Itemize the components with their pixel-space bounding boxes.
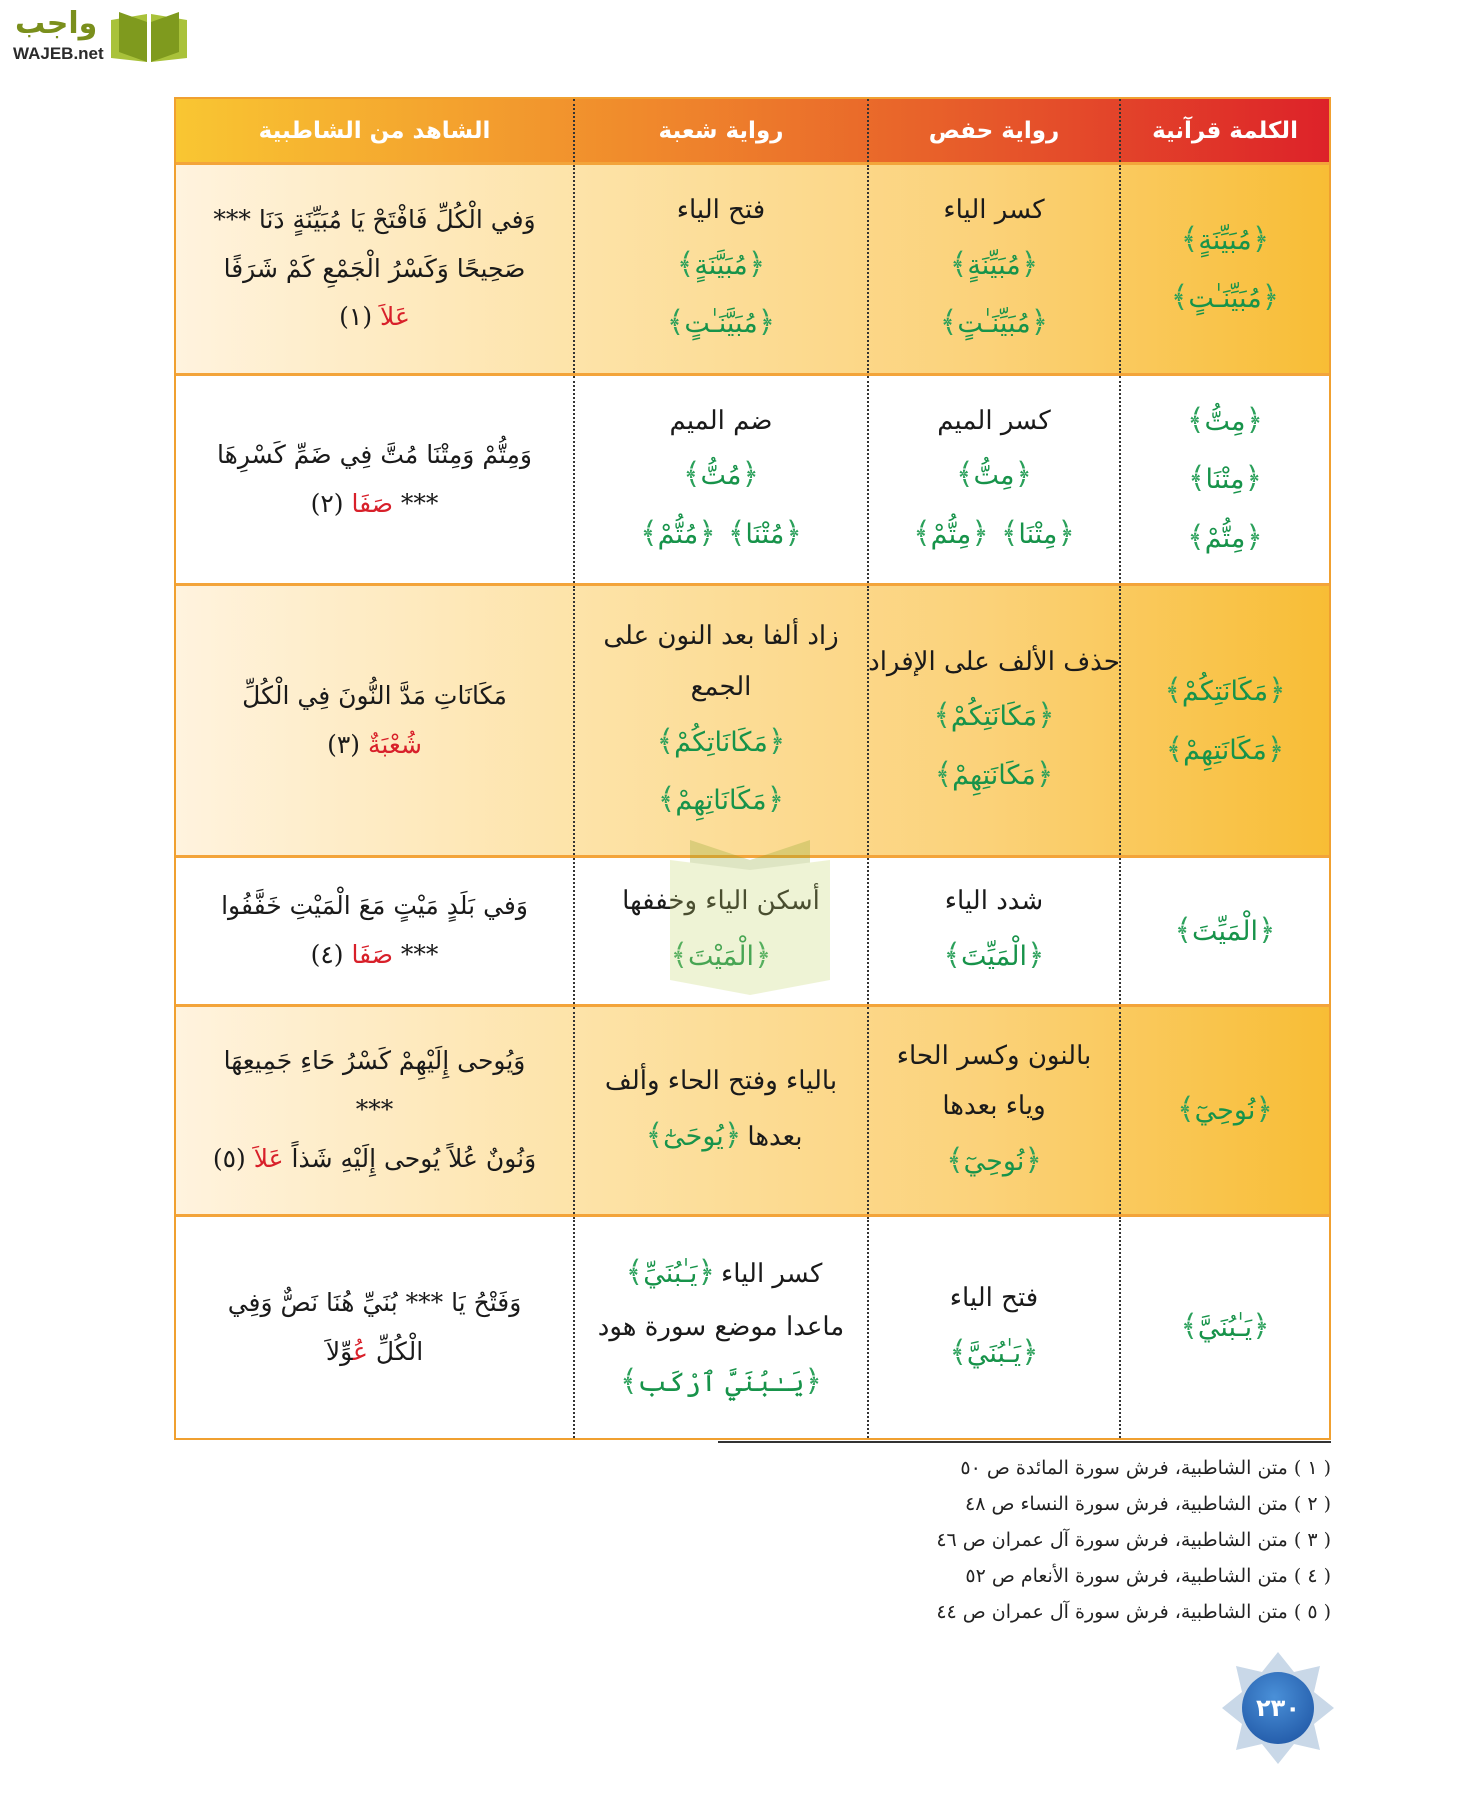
quranic-word-text: مَكَانَتِهِمْ	[952, 759, 1036, 791]
shatibiyyah-cell	[176, 586, 573, 855]
cell-text: وَيُوحى إِلَيْهِمْ كَسْرُ حَاءِ جَمِيعِهَا	[223, 1046, 526, 1076]
cell-line	[1181, 392, 1269, 451]
cell-line	[950, 1273, 1038, 1324]
cell-line	[943, 185, 1044, 236]
quranic-word-text: مِتُّمْ	[930, 518, 972, 550]
shuba-cell	[573, 586, 867, 855]
shatibiyyah-cell	[176, 165, 573, 373]
shatibiyyah-cell	[176, 1217, 573, 1438]
cell-text: وَمِتُّمْ وَمِتْنَا مُتَّ فِي ضَمِّ كَسْرِهَا	[217, 439, 532, 469]
quranic-word-text: الْمَيِّتَ	[961, 941, 1027, 973]
cell-text: (٤)	[310, 940, 352, 969]
cell-text: ***	[392, 488, 439, 518]
ornate-bracket-open-icon: ﴿	[1014, 457, 1033, 493]
cell-text: بعدها	[747, 1121, 803, 1152]
quranic-word	[913, 515, 989, 551]
shuba-cell	[573, 858, 867, 1004]
cell-line	[228, 1279, 522, 1328]
quranic-word	[670, 938, 772, 974]
ornate-bracket-close-icon: ﴾	[913, 515, 931, 551]
shatibiyyah-cell	[176, 1007, 573, 1214]
shuba-cell	[573, 1217, 867, 1438]
cell-line	[640, 1107, 803, 1166]
quranic-word	[1000, 515, 1075, 551]
cell-line	[614, 1353, 828, 1412]
cell-line	[1158, 662, 1291, 721]
cell-line	[311, 480, 439, 529]
table-row	[176, 376, 1329, 586]
quranic-word-text: مِتُّمْ	[1204, 522, 1246, 554]
rumuz-highlight: عَلاَ	[253, 1143, 284, 1173]
cell-text: كسر الياء	[943, 195, 1045, 226]
cell-line	[943, 1324, 1044, 1383]
quranic-word	[1180, 1309, 1270, 1345]
rumuz-highlight: صَفَا	[351, 940, 393, 969]
shatibiyyah-cell	[176, 376, 573, 583]
ornate-bracket-close-icon: ﴾	[645, 1117, 664, 1153]
cell-line	[1175, 211, 1276, 270]
ornate-bracket-open-icon: ﴿	[1268, 673, 1286, 708]
ornate-bracket-close-icon: ﴾	[625, 1254, 644, 1290]
quranic-word	[949, 246, 1039, 282]
ornate-bracket-close-icon: ﴾	[620, 1363, 638, 1399]
cell-text: كسر الميم	[937, 405, 1051, 436]
quranic-word-text: نُوحِيٓ	[963, 1145, 1025, 1177]
quranic-word-text: مَكَانَاتِكُمْ	[674, 726, 768, 758]
quranic-word	[657, 782, 785, 818]
table-row	[176, 1217, 1329, 1438]
ornate-bracket-close-icon: ﴾	[934, 756, 953, 792]
quranic-word-text: الْمَيْتَ	[688, 941, 754, 973]
ornate-bracket-close-icon: ﴾	[943, 938, 961, 974]
ornate-bracket-open-icon: ﴿	[741, 457, 760, 493]
hafs-cell	[867, 1007, 1119, 1214]
logo-arabic: واجب	[15, 6, 98, 41]
logo-latin: WAJEB.net	[13, 44, 104, 63]
cell-line	[664, 927, 777, 986]
quranic-word-text: مِتُّ	[973, 460, 1015, 492]
cell-line	[603, 611, 838, 662]
cell-text: (٥)	[212, 1143, 254, 1173]
cell-line	[221, 882, 528, 931]
cell-text: مَكَانَاتِ مَدَّ النُّونَ فِي الْكُلِّ	[242, 680, 507, 710]
rumuz-highlight: شُعْبَةٌ	[367, 729, 422, 759]
footnote-item: ( ٥ ) متن الشاطبية، فرش سورة آل عمران ص ٤٤	[936, 1601, 1331, 1623]
table-row	[176, 1007, 1329, 1217]
quranic-word	[625, 1254, 716, 1290]
ornate-bracket-close-icon: ﴾	[955, 457, 974, 493]
quranic-word	[933, 698, 1055, 734]
cell-line	[1171, 1081, 1279, 1140]
rumuz-highlight: صَفَا	[351, 488, 393, 518]
cell-text: وِّلاَ	[325, 1336, 354, 1366]
header-shuba: رواية شعبة	[573, 99, 867, 162]
quranic-word-text: مَكَانَتِهِمْ	[1183, 734, 1267, 766]
ornate-bracket-open-icon: ﴿	[1266, 731, 1285, 767]
table-row	[176, 586, 1329, 858]
quranic-word	[1186, 402, 1264, 438]
quranic-word	[939, 305, 1049, 341]
quranic-word-text: مُبَيِّنَـٰتٍ	[1188, 283, 1262, 314]
ornate-bracket-close-icon: ﴾	[1177, 1092, 1195, 1128]
cell-text: الجمع	[690, 672, 752, 702]
ornate-bracket-close-icon: ﴾	[727, 515, 746, 551]
ornate-bracket-close-icon: ﴾	[670, 938, 688, 974]
ornate-bracket-open-icon: ﴿	[1035, 756, 1054, 792]
cell-text: (١)	[339, 302, 381, 332]
ornate-bracket-open-icon: ﴿	[754, 938, 772, 974]
cell-line	[605, 1056, 837, 1107]
footnote-item: ( ١ ) متن الشاطبية، فرش سورة المائدة ص ٥٠	[960, 1457, 1331, 1479]
cell-line	[213, 196, 535, 245]
cell-text: الْكُلِّ	[367, 1336, 424, 1366]
ornate-bracket-close-icon: ﴾	[1180, 1309, 1198, 1345]
ornate-bracket-close-icon: ﴾	[1164, 673, 1182, 708]
table-row	[176, 858, 1329, 1007]
cell-line	[670, 396, 773, 447]
quranic-word	[620, 1363, 822, 1399]
hafs-cell	[867, 376, 1119, 583]
cell-line	[620, 1244, 823, 1303]
ornate-bracket-open-icon: ﴿	[747, 246, 766, 282]
cell-text: بالياء وفتح الحاء وألف	[604, 1065, 838, 1096]
quranic-word-text: يُوحَىٰٓ	[663, 1120, 724, 1152]
quranic-word-text: يَـٰبُنَيَّ	[966, 1337, 1022, 1369]
quranic-word-text: نُوحِيٓ	[1194, 1095, 1256, 1127]
cell-line	[242, 672, 507, 721]
cell-line	[1181, 509, 1269, 568]
quranic-word	[1187, 461, 1263, 497]
quranic-word-cell	[1119, 376, 1329, 583]
book-icon	[109, 8, 189, 64]
footnote-item: ( ٢ ) متن الشاطبية، فرش سورة النساء ص ٤٨	[965, 1493, 1331, 1515]
ornate-bracket-open-icon: ﴿	[1244, 461, 1263, 497]
ornate-bracket-close-icon: ﴾	[1186, 402, 1205, 438]
ornate-bracket-close-icon: ﴾	[1174, 912, 1192, 948]
ornate-bracket-open-icon: ﴿	[1027, 938, 1045, 974]
quranic-word-text: الْمَيِّتَ	[1192, 915, 1258, 947]
quranic-word-cell	[1119, 858, 1329, 1004]
quranic-word	[1170, 280, 1280, 315]
page-number: ٢٣٠	[1242, 1672, 1314, 1744]
footnote-divider	[718, 1441, 1331, 1443]
hafs-cell	[867, 858, 1119, 1004]
footnote-item: ( ٤ ) متن الشاطبية، فرش سورة الأنعام ص ٥٢	[965, 1565, 1331, 1587]
quranic-word-text: مُتْنَا	[745, 518, 785, 550]
cell-line	[598, 1302, 844, 1353]
qiraat-comparison-table	[174, 97, 1331, 1440]
cell-text: (٣)	[327, 729, 368, 759]
quranic-word-cell	[1119, 586, 1329, 855]
ornate-bracket-open-icon: ﴿	[1021, 1334, 1039, 1370]
quranic-word	[1164, 673, 1286, 708]
ornate-bracket-open-icon: ﴿	[1024, 1142, 1042, 1178]
ornate-bracket-open-icon: ﴿	[971, 515, 989, 551]
quranic-word	[946, 1142, 1042, 1178]
ornate-bracket-close-icon: ﴾	[949, 246, 968, 282]
ornate-bracket-open-icon: ﴿	[1261, 280, 1280, 315]
quranic-word-cell	[1119, 1007, 1329, 1214]
cell-line	[677, 185, 765, 236]
cell-text: وَنُونٌ عُلاً يُوحى إِلَيْهِ شَذاً	[283, 1143, 537, 1173]
ornate-bracket-open-icon: ﴿	[1252, 1309, 1270, 1345]
shuba-cell	[573, 1007, 867, 1214]
cell-text: أسكن الياء وخففها	[622, 886, 820, 917]
cell-text: وياء بعدها	[942, 1091, 1046, 1122]
quranic-word-text: مُبَيَّنَـٰتٍ	[684, 308, 758, 340]
shuba-cell	[573, 165, 867, 373]
cell-line	[897, 1031, 1092, 1082]
ornate-bracket-open-icon: ﴿	[698, 515, 716, 551]
quranic-word	[727, 515, 802, 551]
quranic-word-text: مُبَيِّنَـٰتٍ	[957, 308, 1031, 340]
ornate-bracket-open-icon: ﴿	[1030, 305, 1049, 341]
ornate-bracket-open-icon: ﴿	[1251, 221, 1270, 257]
ornate-bracket-close-icon: ﴾	[1187, 519, 1205, 555]
quranic-word-text: يَـٰبُنَيَّ ٱرْكَب	[637, 1366, 805, 1398]
ornate-bracket-open-icon: ﴿	[804, 1363, 822, 1399]
ornate-bracket-close-icon: ﴾	[1170, 280, 1189, 315]
quranic-word	[943, 938, 1045, 974]
quranic-word-text: يَـٰبُنَيَّ	[1197, 1312, 1253, 1344]
cell-line	[651, 713, 792, 772]
cell-text: ضم الميم	[669, 405, 773, 436]
quranic-word-text: يَـٰبُنَيِّ	[643, 1257, 698, 1289]
quranic-word-text: مُبَيَّنَةٍ	[694, 249, 748, 281]
shatibiyyah-cell	[176, 858, 573, 1004]
quranic-word-text: مُتُّ	[700, 460, 742, 492]
cell-line	[213, 1135, 536, 1184]
header-shatibiyyah: الشاهد من الشاطبية	[258, 117, 491, 144]
ornate-bracket-open-icon: ﴿	[697, 1254, 716, 1290]
cell-text: وَفَتْحُ يَا *** بُنَيِّ هُنَا نَصٌّ وَفِي	[227, 1287, 522, 1317]
cell-line	[327, 721, 422, 770]
table-row	[176, 165, 1329, 376]
cell-line	[311, 931, 439, 980]
quranic-word-text: مُتُّمْ	[657, 518, 699, 550]
header-quranic-word: الكلمة قرآنية	[1119, 99, 1329, 162]
quranic-word	[1165, 731, 1285, 767]
cell-line	[224, 245, 526, 294]
quranic-word-text: مِتْنَا	[1018, 518, 1058, 550]
quranic-word	[1187, 519, 1263, 555]
cell-line	[691, 662, 752, 713]
cell-line	[356, 1086, 394, 1135]
cell-line	[942, 1081, 1045, 1132]
cell-line	[934, 294, 1054, 353]
hafs-cell	[867, 1217, 1119, 1438]
cell-text: ***	[355, 1095, 394, 1125]
cell-text: زاد ألفا بعد النون على	[603, 621, 839, 652]
ornate-bracket-close-icon: ﴾	[640, 515, 658, 551]
ornate-bracket-open-icon: ﴿	[1020, 246, 1039, 282]
cell-line	[945, 876, 1043, 927]
cell-text: بالنون وكسر الحاء	[896, 1040, 1092, 1071]
page-number-badge	[1222, 1652, 1334, 1764]
quranic-word-text: مَكَانَاتِهِمْ	[675, 785, 767, 817]
ornate-bracket-open-icon: ﴿	[1037, 698, 1055, 734]
ornate-bracket-close-icon: ﴾	[1187, 461, 1206, 497]
ornate-bracket-close-icon: ﴾	[1000, 515, 1019, 551]
wajeb-logo	[9, 6, 189, 66]
cell-line	[326, 1328, 423, 1377]
cell-line	[671, 236, 772, 295]
cell-line	[1174, 1298, 1275, 1357]
cell-line	[937, 927, 1050, 986]
quranic-word-cell	[1119, 1217, 1329, 1438]
quranic-word	[676, 246, 766, 282]
ornate-bracket-close-icon: ﴾	[657, 782, 676, 818]
cell-text: ماعدا موضع سورة هود	[597, 1312, 845, 1343]
cell-line	[868, 637, 1120, 688]
cell-line	[907, 505, 1081, 564]
footnotes	[936, 1450, 1331, 1630]
cell-text: (٢)	[310, 488, 352, 518]
cell-line	[950, 446, 1038, 505]
ornate-bracket-close-icon: ﴾	[949, 1334, 967, 1370]
ornate-bracket-close-icon: ﴾	[1165, 731, 1184, 767]
quranic-word	[1180, 221, 1270, 257]
quranic-word	[666, 305, 776, 341]
cell-line	[339, 293, 410, 342]
ornate-bracket-close-icon: ﴾	[933, 698, 951, 734]
cell-text: وَفي الْكُلِّ فَافْتَحْ يَا مُبَيِّنَةٍ دَنَا ***	[213, 204, 536, 234]
quranic-word	[656, 723, 786, 759]
ornate-bracket-close-icon: ﴾	[946, 1142, 964, 1178]
cell-line	[661, 294, 781, 353]
cell-line	[1168, 902, 1281, 961]
quranic-word-cell	[1119, 165, 1329, 373]
quranic-word	[645, 1117, 742, 1153]
cell-text: صَحِيحًا وَكَسْرُ الْجَمْعِ كَمْ شَرَفًا	[223, 253, 526, 283]
quranic-word-text: مُبَيِّنَةٍ	[967, 249, 1021, 281]
quranic-word	[934, 756, 1054, 792]
ornate-bracket-open-icon: ﴿	[766, 782, 785, 818]
hafs-cell	[867, 586, 1119, 855]
ornate-bracket-close-icon: ﴾	[682, 457, 701, 493]
hafs-cell	[867, 165, 1119, 373]
cell-line	[927, 687, 1060, 746]
ornate-bracket-open-icon: ﴿	[1245, 402, 1264, 438]
quranic-word-text: مَكَانَتِكُمْ	[950, 701, 1038, 733]
ornate-bracket-open-icon: ﴿	[757, 305, 776, 341]
cell-line	[940, 1132, 1048, 1191]
ornate-bracket-open-icon: ﴿	[1245, 519, 1263, 555]
quranic-word-text: مَكَانَتِكُمْ	[1181, 676, 1269, 707]
rumuz-highlight: عُ	[353, 1336, 368, 1366]
ornate-bracket-close-icon: ﴾	[656, 723, 675, 759]
cell-text: وَفي بَلَدٍ مَيْتٍ مَعَ الْمَيْتِ خَفَّفُوا	[221, 891, 528, 921]
ornate-bracket-close-icon: ﴾	[666, 305, 685, 341]
cell-text: فتح الياء	[949, 1282, 1039, 1313]
quranic-word	[955, 457, 1033, 493]
cell-line	[634, 505, 808, 564]
cell-line	[224, 1037, 526, 1086]
cell-line	[937, 396, 1051, 447]
cell-text: شدد الياء	[944, 886, 1044, 917]
shuba-cell	[573, 376, 867, 583]
table-header-row	[176, 99, 1329, 165]
cell-text: كسر الياء	[721, 1258, 823, 1289]
ornate-bracket-close-icon: ﴾	[1180, 221, 1199, 257]
cell-line	[1182, 450, 1268, 509]
ornate-bracket-open-icon: ﴿	[784, 515, 802, 551]
quranic-word	[1174, 912, 1276, 948]
rumuz-highlight: عَلاَ	[380, 302, 410, 332]
header-hafs: رواية حفص	[867, 99, 1119, 162]
quranic-word	[640, 515, 716, 551]
ornate-bracket-open-icon: ﴿	[1057, 515, 1075, 551]
quranic-word-text: مِتْنَا	[1205, 464, 1245, 496]
cell-line	[622, 876, 820, 927]
quranic-word-text: مِتُّ	[1204, 405, 1246, 437]
cell-line	[1160, 721, 1291, 780]
quranic-word	[1177, 1092, 1273, 1128]
ornate-bracket-open-icon: ﴿	[1255, 1092, 1273, 1128]
quranic-word	[682, 457, 760, 493]
cell-text: فتح الياء	[676, 195, 766, 226]
cell-line	[652, 771, 790, 830]
quranic-word-text: مُبَيِّنَةٍ	[1198, 224, 1252, 256]
ornate-bracket-open-icon: ﴿	[1258, 912, 1276, 948]
cell-line	[217, 431, 532, 480]
ornate-bracket-open-icon: ﴿	[723, 1117, 742, 1153]
cell-line	[677, 446, 765, 505]
ornate-bracket-close-icon: ﴾	[939, 305, 958, 341]
cell-text: حذف الألف على الإفراد	[868, 646, 1120, 677]
footnote-item: ( ٣ ) متن الشاطبية، فرش سورة آل عمران ص ٤٦	[936, 1529, 1331, 1551]
ornate-bracket-close-icon: ﴾	[676, 246, 695, 282]
cell-line	[944, 236, 1045, 295]
ornate-bracket-open-icon: ﴿	[767, 723, 786, 759]
cell-text: ***	[392, 940, 439, 969]
cell-line	[1165, 269, 1285, 328]
cell-line	[929, 746, 1060, 805]
quranic-word	[949, 1334, 1039, 1370]
